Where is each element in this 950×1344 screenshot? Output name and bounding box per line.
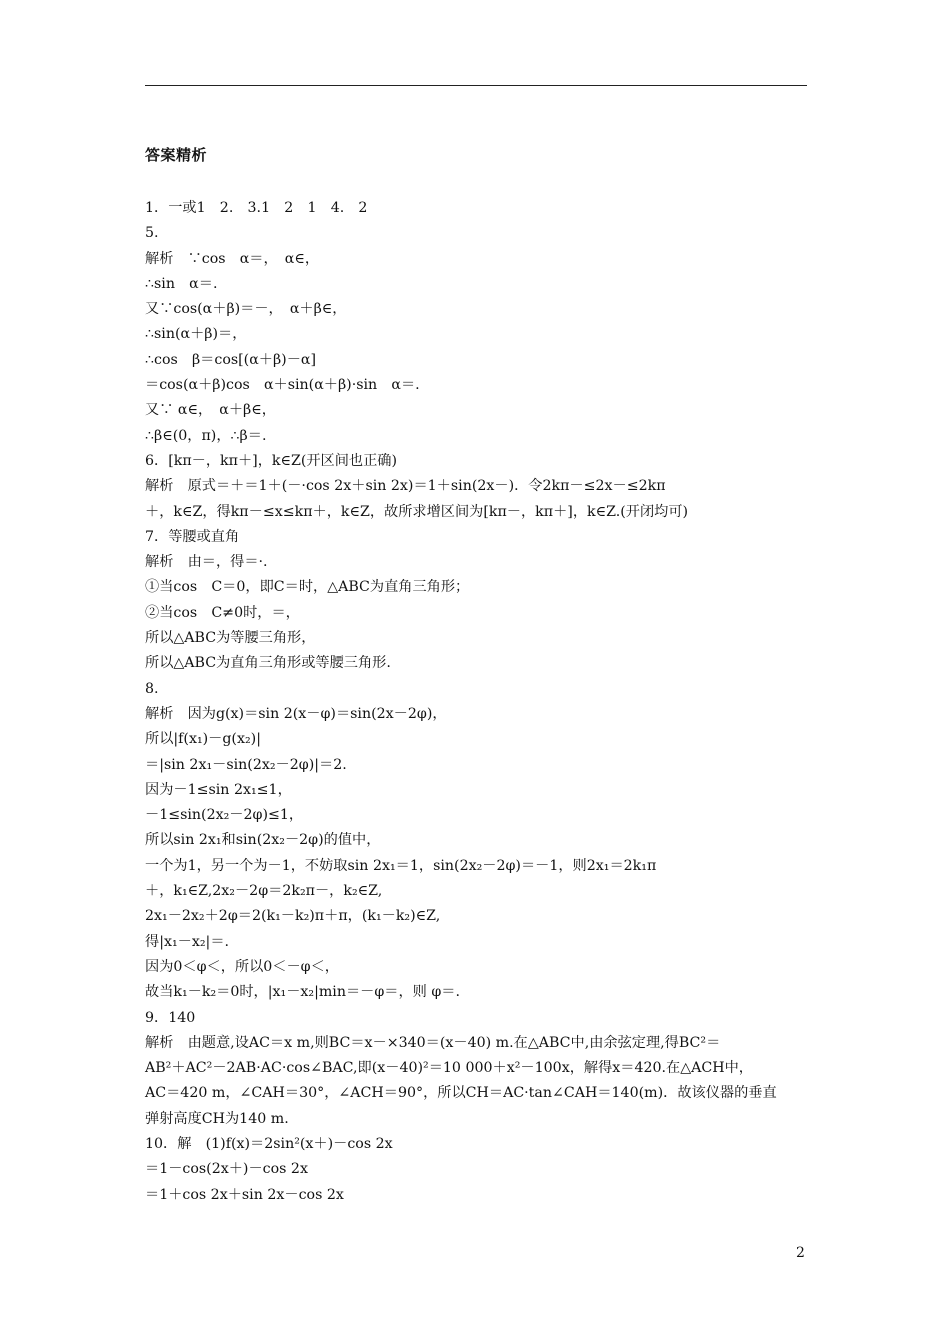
text-line: ∴sin α＝. (145, 275, 218, 292)
text-line: 得|x₁－x₂|＝. (145, 933, 230, 950)
header-rule (145, 85, 807, 86)
page-number: 2 (796, 1245, 805, 1261)
text-line: 7．等腰或直角 (145, 528, 240, 545)
text-line: 解析 因为g(x)＝sin 2(x－φ)＝sin(2x－2φ)， (145, 705, 447, 722)
text-line: 所以|f(x₁)－g(x₂)| (145, 731, 261, 748)
text-line: 9．140 (145, 1009, 196, 1026)
text-line: ＝cos(α＋β)cos α＋sin(α＋β)·sin α＝. (145, 377, 420, 394)
text-line: ∴sin(α＋β)＝， (145, 326, 247, 343)
text-line: 所以sin 2x₁和sin(2x₂－2φ)的值中， (145, 832, 381, 849)
text-line: 8. (145, 680, 159, 697)
text-line: AB²＋AC²－2AB·AC·cos∠BAC,即(x－40)²＝10 000＋x²－100x，解得x＝420.在△ACH中， (145, 1060, 753, 1077)
text-line: 6．[kπ－，kπ＋]，k∈Z(开区间也正确) (145, 452, 398, 469)
text-line: 解析 由题意,设AC＝x m,则BC＝x－×340＝(x－40) m.在△ABC中,由余弦定理,得BC²＝ (145, 1034, 721, 1051)
text-line: ＝|sin 2x₁－sin(2x₂－2φ)|＝2. (145, 756, 347, 773)
text-line: 2x₁－2x₂＋2φ＝2(k₁－k₂)π＋π，(k₁－k₂)∈Z, (145, 908, 441, 925)
text-line: ＝1＋cos 2x＋sin 2x－cos 2x (145, 1186, 344, 1203)
text-line: 又∵cos(α＋β)＝－， α＋β∈， (145, 301, 347, 318)
answer-body (145, 196, 807, 1208)
text-line: 所以△ABC为直角三角形或等腰三角形. (145, 655, 391, 672)
text-line: 解析 原式＝＋＝1＋(－·cos 2x＋sin 2x)＝1＋sin(2x－)．令2kπ－≤2x－≤2kπ (145, 478, 666, 495)
text-line: 解析 ∵cos α＝， α∈， (145, 250, 320, 267)
text-line: ②当cos C≠0时，＝， (145, 604, 300, 621)
text-line: 又∵ α∈， α＋β∈， (145, 402, 276, 419)
section-heading: 答案精析 (145, 146, 208, 164)
text-line: 因为0＜φ＜，所以0＜－φ＜， (145, 958, 339, 975)
text-line: ∴cos β＝cos[(α＋β)－α] (145, 351, 317, 368)
text-line: 弹射高度CH为140 m. (145, 1110, 289, 1127)
text-line: －1≤sin(2x₂－2φ)≤1， (145, 807, 304, 824)
text-line: 解析 由＝，得＝·. (145, 554, 268, 571)
text-line: 一个为1，另一个为－1，不妨取sin 2x₁＝1，sin(2x₂－2φ)＝－1，则2x₁＝2k₁π (145, 857, 657, 874)
text-line: 5. (145, 225, 159, 242)
text-line: ＋，k∈Z，得kπ－≤x≤kπ＋，k∈Z，故所求增区间为[kπ－，kπ＋]，k∈Z.(开闭均可) (145, 503, 689, 520)
text-line: ∴β∈(0，π)，∴β＝. (145, 427, 267, 444)
text-line: 10．解 (1)f(x)＝2sin²(x＋)－cos 2x (145, 1135, 393, 1152)
text-line: ①当cos C＝0，即C＝时，△ABC为直角三角形； (145, 579, 470, 596)
text-line: 因为－1≤sin 2x₁≤1， (145, 781, 292, 798)
text-line: 故当k₁－k₂＝0时，|x₁－x₂|min＝－φ＝，则 φ＝. (145, 984, 460, 1001)
text-line: 1．一或1 2. 3.1 2 1 4. 2 (145, 200, 368, 216)
text-line: ＝1－cos(2x＋)－cos 2x (145, 1161, 308, 1178)
text-line: AC＝420 m，∠CAH＝30°，∠ACH＝90°，所以CH＝AC·tan∠CAH＝140(m)．故该仪器的垂直 (145, 1085, 777, 1102)
text-line: 所以△ABC为等腰三角形， (145, 630, 316, 647)
text-line: ＋，k₁∈Z,2x₂－2φ＝2k₂π－，k₂∈Z, (145, 883, 383, 900)
